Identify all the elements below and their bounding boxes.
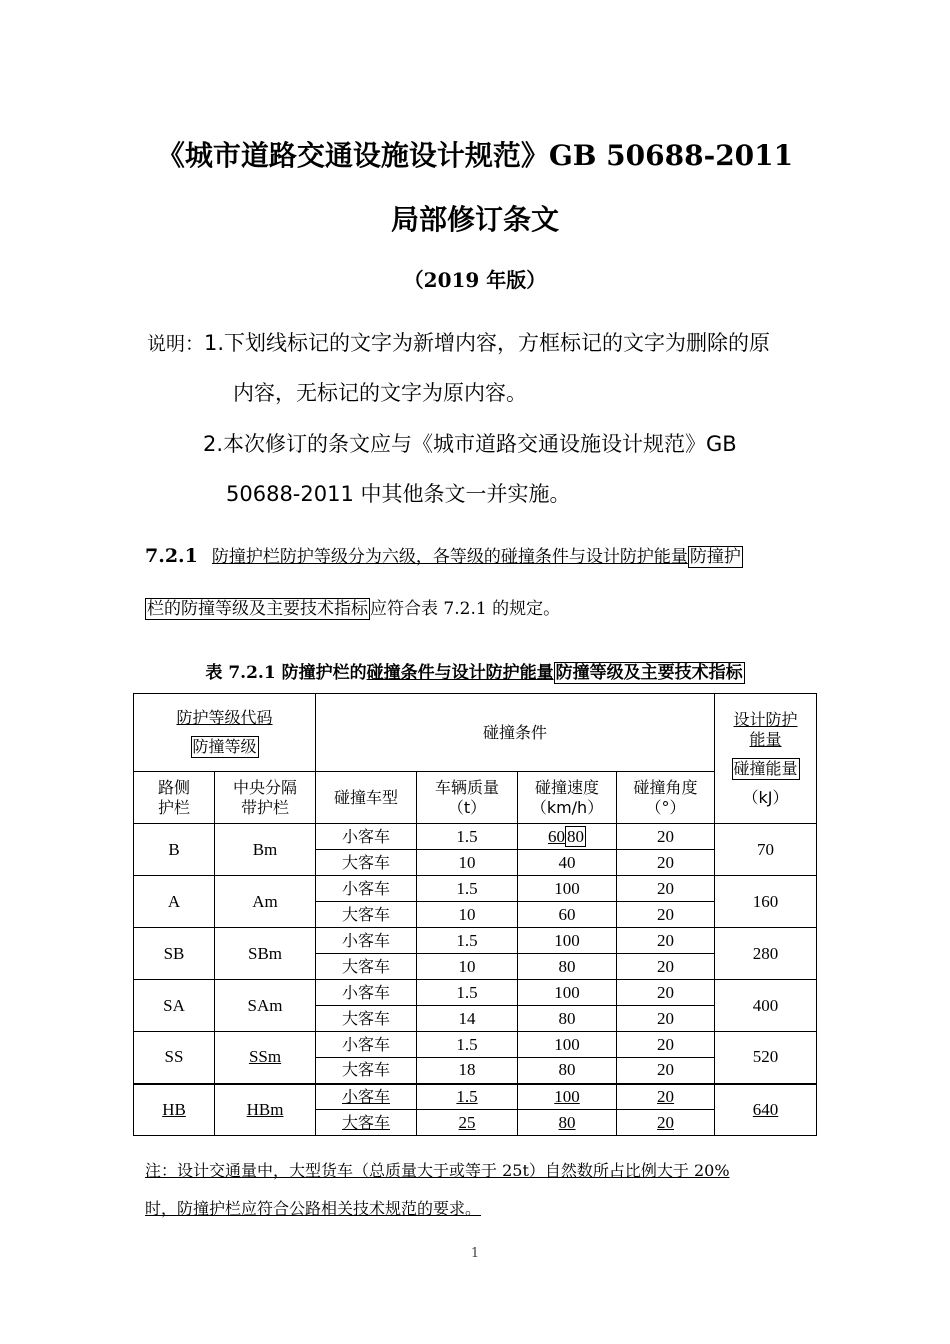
header-roadside: 路侧 护栏 bbox=[134, 772, 215, 824]
table-row-added: HB HBm 小客车 1.5 100 20 640 bbox=[134, 1084, 817, 1110]
page-number: 1 bbox=[470, 1246, 480, 1261]
footnote-line2: 时，防撞护栏应符合公路相关技术规范的要求。 bbox=[145, 1199, 482, 1218]
table-row-added: 大客车 25 80 20 bbox=[134, 1110, 817, 1136]
table-row: 大客车 10 60 20 bbox=[134, 902, 817, 928]
table-row: A Am 小客车 1.5 100 20 160 bbox=[134, 876, 817, 902]
speed-deleted: 80 bbox=[567, 826, 585, 846]
header-design-energy: 设计防护 能量 碰撞能量 （kJ） bbox=[715, 694, 817, 824]
header-speed: 碰撞速度 （km/h） bbox=[518, 772, 617, 824]
header-grade-code-deleted: 防撞等级 bbox=[192, 736, 257, 756]
clause-line2: 栏的防撞等级及主要技术指标 应符合表 7.2.1 的规定。 bbox=[147, 599, 561, 619]
table-row: 大客车 10 80 20 bbox=[134, 954, 817, 980]
note-item2-line2: 50688-2011 中其他条文一并实施。 bbox=[226, 482, 571, 506]
table-row: SB SBm 小客车 1.5 100 20 280 bbox=[134, 928, 817, 954]
header-angle: 碰撞角度 （°） bbox=[617, 772, 715, 824]
clause-deleted-text-1: 防撞护 bbox=[689, 547, 741, 567]
note-item2-line1: 2.本次修订的条文应与《城市道路交通设施设计规范》GB bbox=[203, 432, 737, 456]
clause-number: 7.2.1 bbox=[145, 545, 198, 567]
median-ssm-added: SSm bbox=[248, 1047, 282, 1067]
note-item1-line2: 内容，无标记的文字为原内容。 bbox=[233, 381, 527, 405]
header-grade-code: 防护等级代码 防撞等级 bbox=[134, 694, 316, 772]
clause-added-text: 防撞护栏防护等级分为六级，各等级的碰撞条件与设计防护能量 bbox=[211, 547, 688, 567]
note-item1-line1: 说明：1.下划线标记的文字为新增内容，方框标记的文字为删除的原 bbox=[147, 331, 771, 355]
table-row: SA SAm 小客车 1.5 100 20 400 bbox=[134, 980, 817, 1006]
header-vehicle-type: 碰撞车型 bbox=[316, 772, 417, 824]
header-energy-deleted: 碰撞能量 bbox=[733, 758, 798, 778]
header-conditions: 碰撞条件 bbox=[316, 694, 715, 772]
caption-deleted: 防撞等级及主要技术指标 bbox=[555, 663, 743, 683]
document-title: 《城市道路交通设施设计规范》GB 50688-2011 bbox=[156, 139, 794, 172]
table-row: 大客车 18 80 20 bbox=[134, 1058, 817, 1084]
protection-grade-table bbox=[133, 693, 817, 1136]
caption-added: 碰撞条件与设计防护能量 bbox=[366, 663, 554, 683]
header-mass: 车辆质量 （t） bbox=[417, 772, 518, 824]
table-row: B Bm 小客车 1.5 60 80 20 70 bbox=[134, 824, 817, 850]
document-subtitle: 局部修订条文 bbox=[390, 203, 559, 236]
table-row: 大客车 10 40 20 bbox=[134, 850, 817, 876]
footnote-line1: 注：设计交通量中，大型货车（总质量大于或等于 25t）自然数所占比例大于 20% bbox=[145, 1161, 730, 1180]
speed-added: 60 bbox=[548, 826, 566, 846]
speed-revised-cell bbox=[518, 824, 617, 850]
clause-deleted-text-2: 栏的防撞等级及主要技术指标 bbox=[147, 599, 368, 619]
table-row: 大客车 14 80 20 bbox=[134, 1006, 817, 1032]
document-edition: （2019 年版） bbox=[403, 268, 547, 292]
clause-line1 bbox=[145, 542, 743, 567]
header-median: 中央分隔 带护栏 bbox=[215, 772, 316, 824]
table-row: SS SSm 小客车 1.5 100 20 520 bbox=[134, 1032, 817, 1058]
note-label: 说明： bbox=[147, 333, 205, 355]
table-caption: 表 7.2.1 防撞护栏的碰撞条件与设计防护能量 防撞等级及主要技术指标 bbox=[205, 663, 743, 683]
